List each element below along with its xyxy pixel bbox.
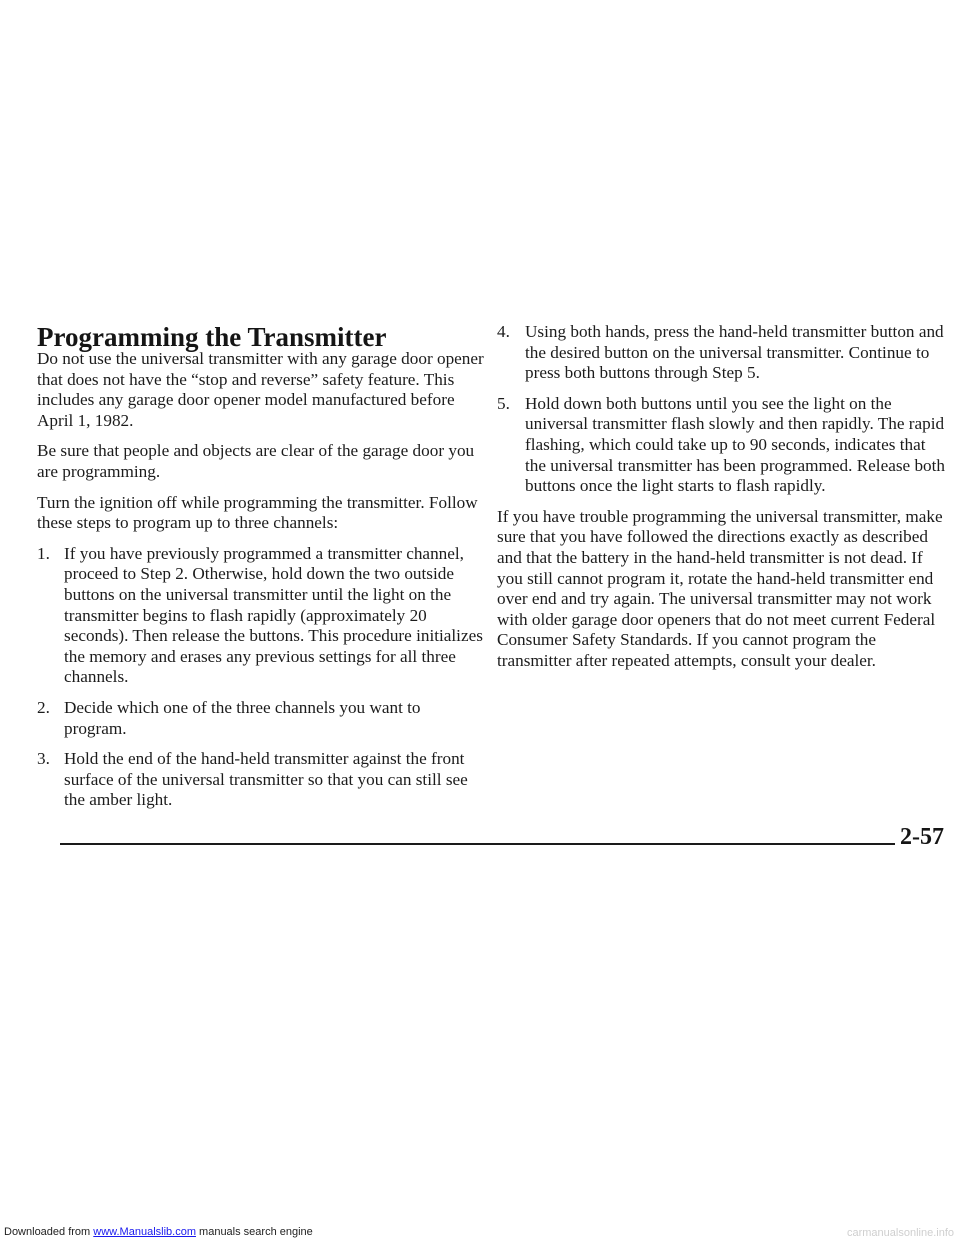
step-text: Hold the end of the hand-held transmitter against the front surface of the universal transmitter so that you can still see the amber light. [64, 749, 468, 810]
download-footer [4, 1225, 313, 1239]
step-text: Hold down both buttons until you see the light on the universal transmitter flash slowly and then rapidly. The rapid flashing, which could take up to 90 seconds, indicates that the universal transmitter has been programmed. Release both buttons once the light starts to flash rapidly. [525, 393, 946, 496]
left-column [37, 349, 487, 821]
step-item [37, 749, 487, 811]
footer-suffix: manuals search engine [195, 1226, 313, 1238]
step-text: Decide which one of the three channels you want to program. [64, 697, 421, 738]
manualslib-link[interactable]: www.Manualslib.com [93, 1226, 196, 1238]
step-number: 1. [37, 543, 50, 563]
footer-prefix: Downloaded from [4, 1226, 94, 1238]
step-item [497, 322, 947, 384]
intro-paragraph: Be sure that people and objects are clear of the garage door you are programming. [37, 441, 475, 481]
step-item [37, 698, 487, 739]
section-title: Programming the Transmitter [37, 322, 387, 352]
steps-list [37, 544, 487, 811]
intro-paragraph: Turn the ignition off while programming the transmitter. Follow these steps to program up to three channels: [37, 492, 478, 533]
step-number: 3. [37, 749, 50, 769]
step-item [497, 394, 947, 497]
troubleshooting-paragraph: If you have trouble programming the universal transmitter, make sure that you have followed the directions exactly as described and that the battery in the hand-held transmitter is not dead. If you still cannot program it, rotate the hand-held transmitter end over end and try again. The universal transmitter may not work with older garage door openers that do not meet current Federal Consumer Safety Standards. If you cannot program the transmitter after repeated attempts, consult your dealer. [497, 506, 943, 670]
step-text: If you have previously programmed a transmitter channel, proceed to Step 2. Otherwise, hold down the two outside buttons on the universal transmitter until the light on the transmitter begins to flash rapidly (approximately 20 seconds). Then release the buttons. This procedure initializes the memory and erases any previous settings for all three channels. [64, 543, 483, 687]
right-column [497, 322, 947, 682]
footer-rule [60, 843, 895, 845]
intro-paragraph: Do not use the universal transmitter with any garage door opener that does not have the “stop and reverse” safety feature. This includes any garage door opener model manufactured before April 1, 1982. [37, 349, 484, 430]
step-text: Using both hands, press the hand-held transmitter button and the desired button on the universal transmitter. Continue to press both buttons through Step 5. [525, 322, 944, 383]
step-number: 2. [37, 697, 50, 717]
step-number: 5. [497, 393, 510, 413]
watermark-text: carmanualsonline.info [846, 1227, 954, 1239]
step-number: 4. [497, 322, 510, 341]
page-number: 2-57 [900, 824, 944, 850]
step-item [37, 544, 487, 688]
steps-list-continued [497, 322, 947, 497]
